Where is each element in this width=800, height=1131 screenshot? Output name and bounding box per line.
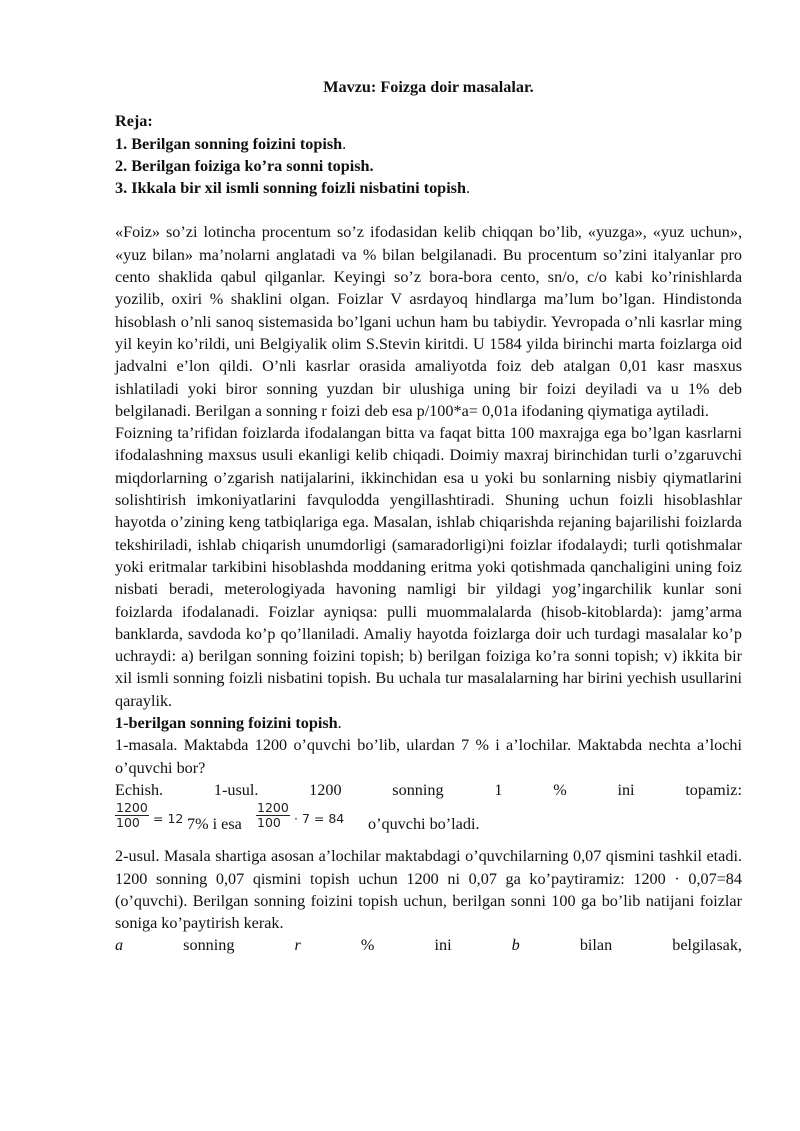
page-title: Mavzu: Foizga doir masalalar.	[323, 78, 534, 96]
section-heading: 1-berilgan sonning foizini topish.	[115, 714, 342, 733]
fraction-2-result: · 7 = 84	[294, 811, 345, 827]
problem-statement: 1-masala. Maktabda 1200 o’quvchi bo’lib, ulardan 7 % i a’lochilar. Maktabda nechta a’lochi o’quvchi bor?	[115, 736, 742, 777]
spacer	[115, 835, 742, 845]
paragraph-definition: Foizning ta’rifidan foizlarda ifodalangan bitta va faqat bitta 100 maxrajga ega bo’lgan kasrlarni ifodalashning maxsus usuli ekanligi kelib chiqadi. Doimiy maxraj birinchidan turli o’zgaruvchi miqdorlarning o’zgarish natijalarini, ikkinchidan esa u yoki bu sonlarning nisbiy qiymatlarini solishtirish imkoniyatlarini favqulodda yengillashtiradi. Shuning uchun foizli hisoblashlar hayotda o’zining keng tatbiqlariga ega. Masalan, ishlab chiqarishda rejaning bajarilishi foizlarda tekshiriladi, ishlab chiqarish unumdorligi (samaradorligi)ni foizlar ifodalaydi; turli qotishmalar yoki eritmalar tarkibini hisoblashda moddaning eritma yoki qotishmada qanchaligini uning foiz nisbati beradi, meterologiyada havoning namligi bir yildagi yog’ingarchilik kunlar soni foizlarda ifodalanadi. Foizlar ayniqsa: pulli muommalalarda (hisob-kitoblarda): jamg’arma banklarda, savdoda ko’p qo’llaniladi. Amaliy hayotda foizlarga doir uch turdagi masalalar ko’p uchraydi: a) berilgan sonning foizini topish; b) berilgan foiziga ko’ra sonni topish; v) ikkita bir xil ismli sonning foizli nisbatini topish. Bu uchala tur masalalarning har birini yechish usullarini qaraylik.	[115, 424, 742, 710]
formula-end-text: o’quvchi bo’ladi.	[368, 815, 480, 834]
plan-item: 1. Berilgan sonning foizini topish.	[115, 134, 347, 153]
formula-text: 7% i esa	[187, 815, 242, 834]
spacer	[115, 199, 742, 221]
plan-heading: Reja:	[115, 112, 153, 131]
plan-item: 2. Berilgan foiziga ko’ra sonni topish.	[115, 156, 374, 175]
fraction-1: $\frac{1200}{100}$	[116, 800, 148, 831]
last-line: a sonning r % ini b bilan belgilasak,	[115, 936, 742, 955]
plan-section	[115, 110, 742, 199]
method-2-paragraph: 2-usul. Masala shartiga asosan a’lochilar maktabdagi o’quvchilarning 0,07 qismini tashkil etadi. 1200 sonning 0,07 qismini topish uchun 1200 ni 0,07 ga ko’paytiramiz: 1200 · 0,07=84 (o’quvchi). Berilgan sonning foizini topish uchun, berilgan sonni 100 ga bo’lib natijani foizlar soniga ko’paytirish kerak.	[115, 847, 742, 933]
solution-line: Echish. 1-usul. 1200 sonning 1 % ini topamiz:	[115, 780, 742, 799]
fraction-1-result: = 12	[153, 811, 184, 827]
paragraph-intro: «Foiz» so’zi lotincha procentum so’z ifodasidan kelib chiqqan bo’lib, «yuzga», «yuz uchun», «yuz bilan» ma’nolarni anglatadi va % bilan belgilanadi. Bu procentum so’zini italyanlar pro cento shaklida qabul qilganlar. Keyingi so’z bora-bora cento, sn/o, c/o kabi ko’rinishlarda yozilib, oxiri % shaklini olgan. Foizlar V asrdayoq hindlarga ma’lum bo’lgan. Hindistonda hisoblash o’nli sanoq sistemasida bo’lgani uchun ham bu tabiydir. Yevropada o’nli kasrlar ming yil keyin ko’rildi, uni Belgiyalik olim S.Stevin kiritdi. U 1584 yilda birinchi marta foizlarga oid jadvalni e’lon qildi. O’nli kasrlar orasida amaliyotda foiz deb atalgan 0,01 kasr masxus ishlatiladi yoki biror sonning yuzdan bir ulushiga uning bir foizi deyiladi va u 1% deb belgilanadi. Berilgan a sonning r foizi deb esa p/100*a= 0,01a ifodaning qiymatiga aytiladi.	[115, 223, 742, 420]
plan-item: 3. Ikkala bir xil ismli sonning foizli nisbatini topish.	[115, 179, 471, 198]
fraction-2: $\frac{1200}{100}$	[257, 800, 289, 831]
formula-line	[115, 801, 742, 835]
